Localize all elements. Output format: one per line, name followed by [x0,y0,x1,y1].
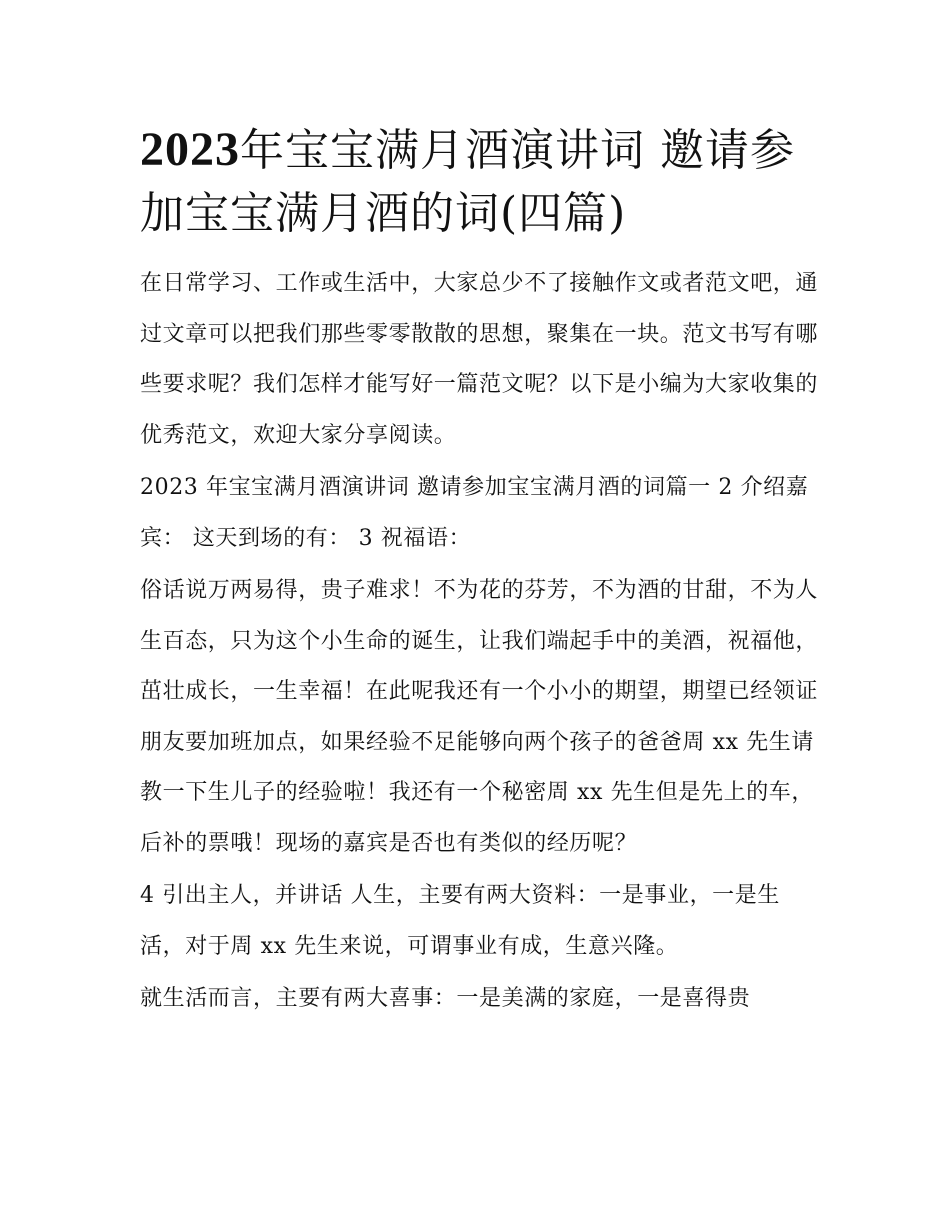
paragraph-life-events: 就生活而言，主要有两大喜事：一是美满的家庭，一是喜得贵 [140,986,751,1011]
paragraph-blessing: 俗话说万两易得，贵子难求！不为花的芬芳，不为酒的甘甜，不为人生百态，只为这个小生命的诞生，让我们端起手中的美酒，祝福他，茁壮成长，一生幸福！在此呢我还有一个小小的期望，期望已经领证朋友要加班加点，如果经验不足能够向两个孩子的爸爸周 xx 先生请教一下生儿子的经验啦！我还有一个秘密周 xx 先生但是先上的车，后补的票哦！现场的嘉宾是否也有类似的经历呢？ [140,578,819,856]
paragraph-intro: 在日常学习、工作或生活中，大家总少不了接触作文或者范文吧，通过文章可以把我们那些零零散散的思想，聚集在一块。范文书写有哪些要求呢？我们怎样才能写好一篇范文呢？以下是小编为大家收集的优秀范文，欢迎大家分享阅读。 [140,271,819,448]
document-title [140,118,820,245]
document-body [140,118,820,1027]
paragraph-host-intro: 4 引出主人，并讲话 人生，主要有两大资料：一是事业，一是生活，对于周 xx 先生来说，可谓事业有成，生意兴隆。 [140,883,780,959]
title-year: 2023 [140,123,240,176]
title-text: 年宝宝满月酒演讲词 邀请参加宝宝满月酒的词(四篇) [140,125,795,239]
paragraph-section-heading: 2023 年宝宝满月酒演讲词 邀请参加宝宝满月酒的词篇一 2 介绍嘉宾： 这天到场的有： 3 祝福语： [140,475,809,551]
